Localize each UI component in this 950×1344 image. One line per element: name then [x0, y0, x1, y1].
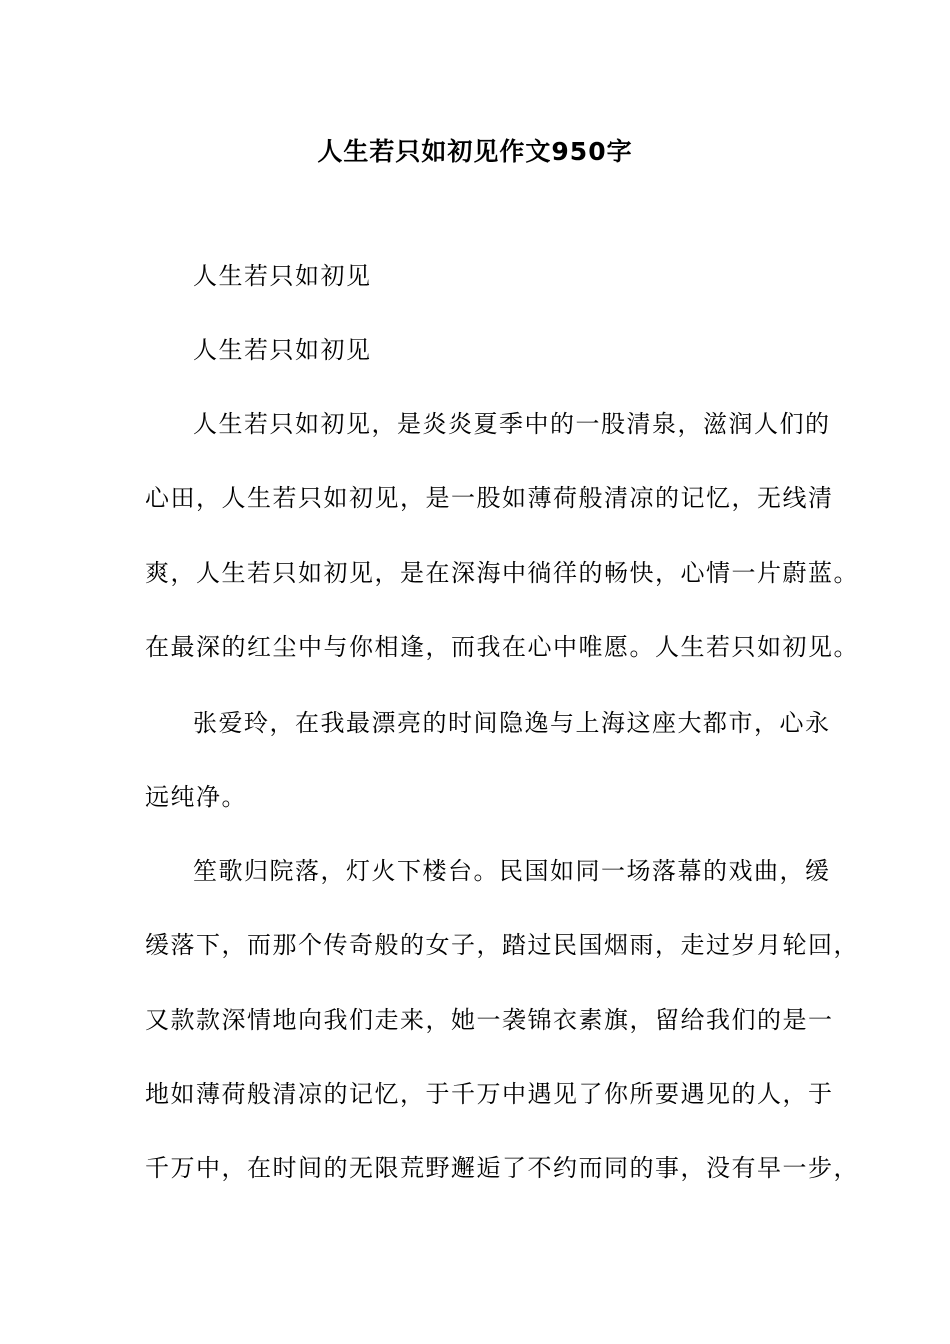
paragraph-line: 人生若只如初见，是炎炎夏季中的一股清泉，滋润人们的: [193, 410, 831, 438]
paragraph-line: 心田，人生若只如初见，是一股如薄荷般清凉的记忆，无线清: [145, 484, 834, 512]
paragraph-line: 在最深的红尘中与你相逢，而我在心中唯愿。人生若只如初见。: [145, 633, 859, 661]
document-title: 人生若只如初见作文950字: [317, 137, 633, 166]
paragraph-line: 又款款深情地向我们走来，她一袭锦衣素旗，留给我们的是一: [145, 1006, 834, 1034]
paragraph-heading-2: 人生若只如初见: [193, 336, 372, 364]
paragraph-line: 张爱玲，在我最漂亮的时间隐逸与上海这座大都市，心永: [193, 709, 831, 737]
paragraph-line: 笙歌归院落，灯火下楼台。民国如同一场落幕的戏曲，缓: [193, 857, 831, 885]
paragraph-line: 地如薄荷般清凉的记忆，于千万中遇见了你所要遇见的人，于: [145, 1080, 834, 1108]
paragraph-line: 缓落下，而那个传奇般的女子，踏过民国烟雨，走过岁月轮回，: [145, 931, 859, 959]
paragraph-line: 爽，人生若只如初见，是在深海中徜徉的畅快，心情一片蔚蓝。: [145, 559, 859, 587]
paragraph-line: 远纯净。: [145, 783, 247, 811]
paragraph-line: 千万中，在时间的无限荒野邂逅了不约而同的事，没有早一步，: [145, 1154, 859, 1182]
paragraph-heading-1: 人生若只如初见: [193, 262, 372, 290]
